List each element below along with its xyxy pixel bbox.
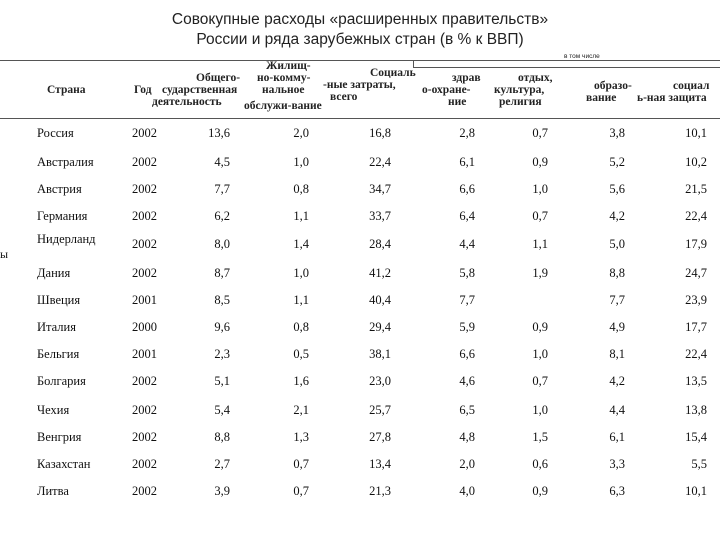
cell-social-total: 34,7 — [369, 182, 391, 196]
header-social-total-l1: Социаль — [370, 67, 416, 79]
cell-education: 6,1 — [609, 430, 625, 444]
cell-housing: 2,1 — [293, 403, 309, 417]
table-row — [0, 484, 720, 504]
cell-culture: 0,6 — [532, 457, 548, 471]
header-health-l2: о-охране- — [422, 84, 471, 96]
cell-education: 5,0 — [609, 237, 625, 251]
cell-housing: 1,4 — [293, 237, 309, 251]
table-row — [0, 209, 720, 229]
cell-year: 2002 — [132, 430, 157, 444]
cell-social-protection: 24,7 — [685, 266, 707, 280]
header-health-l1: здрав — [452, 72, 481, 84]
cell-country: Казахстан — [37, 457, 91, 471]
cell-general: 4,5 — [214, 155, 230, 169]
cell-education: 8,1 — [609, 347, 625, 361]
cell-social-total: 28,4 — [369, 237, 391, 251]
cell-culture: 1,0 — [532, 347, 548, 361]
cell-general: 2,3 — [214, 347, 230, 361]
cell-social-protection: 10,1 — [685, 126, 707, 140]
cell-general: 13,6 — [208, 126, 230, 140]
cell-general: 8,0 — [214, 237, 230, 251]
cell-general: 3,9 — [214, 484, 230, 498]
cell-social-total: 40,4 — [369, 293, 391, 307]
table-top-border — [0, 60, 720, 61]
cell-country: Литва — [37, 484, 69, 498]
cell-social-protection: 23,9 — [685, 293, 707, 307]
cell-housing: 1,0 — [293, 266, 309, 280]
table-row — [0, 126, 720, 146]
header-social-prot-l2: ь-ная защита — [637, 92, 707, 104]
cell-country: Австрия — [37, 182, 82, 196]
cell-education: 5,2 — [609, 155, 625, 169]
table-row — [0, 266, 720, 286]
cell-health: 5,8 — [459, 266, 475, 280]
cell-year: 2002 — [132, 484, 157, 498]
table-row — [0, 232, 720, 262]
cell-year: 2001 — [132, 293, 157, 307]
cell-culture: 0,9 — [532, 484, 548, 498]
cell-housing: 0,8 — [293, 182, 309, 196]
cell-general: 6,2 — [214, 209, 230, 223]
cell-culture: 1,0 — [532, 403, 548, 417]
cell-year: 2002 — [132, 266, 157, 280]
cell-housing: 1,0 — [293, 155, 309, 169]
cell-country: Нидерланд — [37, 232, 96, 246]
cell-country: Бельгия — [37, 347, 80, 361]
header-social-total-l2: -ные затраты, — [323, 79, 396, 91]
cell-culture: 1,9 — [532, 266, 548, 280]
cell-culture: 0,9 — [532, 320, 548, 334]
cell-culture: 0,7 — [532, 209, 548, 223]
title-line-2: России и ряда зарубежных стран (в % к ВВП) — [196, 31, 524, 48]
cell-social-protection: 17,9 — [685, 237, 707, 251]
header-education-l2: вание — [586, 92, 617, 104]
cell-year: 2002 — [132, 209, 157, 223]
header-education-l1: образо- — [594, 80, 632, 92]
cell-year: 2002 — [132, 403, 157, 417]
table-row — [0, 374, 720, 394]
cell-year: 2002 — [132, 155, 157, 169]
cell-education: 7,7 — [609, 293, 625, 307]
cell-year: 2002 — [132, 374, 157, 388]
cell-housing: 0,7 — [293, 457, 309, 471]
header-general-l3: деятельность — [152, 96, 222, 108]
cell-social-protection: 13,5 — [685, 374, 707, 388]
cell-health: 2,8 — [459, 126, 475, 140]
cell-social-total: 21,3 — [369, 484, 391, 498]
header-general-l2: сударственная — [162, 84, 238, 96]
cell-country: Германия — [37, 209, 88, 223]
cell-health: 4,8 — [459, 430, 475, 444]
header-social-total-l3: всего — [330, 91, 358, 103]
cell-housing: 1,1 — [293, 293, 309, 307]
table-row — [0, 182, 720, 202]
cell-health: 7,7 — [459, 293, 475, 307]
cell-health: 6,4 — [459, 209, 475, 223]
cell-education: 3,3 — [609, 457, 625, 471]
cell-social-total: 29,4 — [369, 320, 391, 334]
header-housing-l1: Жилищ- — [266, 60, 311, 72]
cell-year: 2000 — [132, 320, 157, 334]
cell-health: 4,6 — [459, 374, 475, 388]
cell-general: 8,8 — [214, 430, 230, 444]
cell-social-protection: 22,4 — [685, 209, 707, 223]
header-housing-l3: нальное — [262, 84, 305, 96]
table-row — [0, 293, 720, 313]
table-row — [0, 320, 720, 340]
cell-general: 7,7 — [214, 182, 230, 196]
cell-general: 8,5 — [214, 293, 230, 307]
cell-general: 8,7 — [214, 266, 230, 280]
table-row — [0, 430, 720, 450]
cell-education: 4,2 — [609, 374, 625, 388]
cell-health: 6,6 — [459, 347, 475, 361]
cell-health: 4,4 — [459, 237, 475, 251]
cell-health: 6,5 — [459, 403, 475, 417]
cell-social-total: 25,7 — [369, 403, 391, 417]
cell-culture: 0,7 — [532, 126, 548, 140]
header-social-prot-l1: социал — [673, 80, 710, 92]
cell-social-protection: 22,4 — [685, 347, 707, 361]
stray-letter: ы — [0, 247, 9, 261]
table-row — [0, 347, 720, 367]
cell-general: 5,4 — [214, 403, 230, 417]
header-general-l1: Общего- — [196, 72, 241, 84]
header-housing-l4: обслужи-вание — [244, 100, 322, 112]
header-housing-l2: но-комму- — [257, 72, 311, 84]
cell-year: 2002 — [132, 126, 157, 140]
cell-social-total: 13,4 — [369, 457, 391, 471]
cell-culture: 1,0 — [532, 182, 548, 196]
header-culture-l2: культура, — [494, 84, 545, 96]
header-culture-l3: религия — [499, 96, 542, 108]
cell-health: 6,6 — [459, 182, 475, 196]
cell-education: 8,8 — [609, 266, 625, 280]
cell-social-total: 22,4 — [369, 155, 391, 169]
cell-social-protection: 15,4 — [685, 430, 707, 444]
table-row — [0, 457, 720, 477]
cell-culture: 1,1 — [532, 237, 548, 251]
title-line-1: Совокупные расходы «расширенных правительств» — [171, 11, 549, 28]
cell-social-protection: 10,1 — [685, 484, 707, 498]
cell-health: 5,9 — [459, 320, 475, 334]
cell-social-protection: 5,5 — [691, 457, 707, 471]
cell-country: Болгария — [37, 374, 86, 388]
cell-country: Дания — [37, 266, 71, 280]
cell-year: 2002 — [132, 237, 157, 251]
cell-health: 2,0 — [459, 457, 475, 471]
cell-culture: 0,7 — [532, 374, 548, 388]
cell-social-total: 41,2 — [369, 266, 391, 280]
cell-general: 9,6 — [214, 320, 230, 334]
cell-country: Австралия — [37, 155, 94, 169]
cell-social-total: 16,8 — [369, 126, 391, 140]
cell-country: Россия — [37, 126, 74, 140]
cell-education: 4,2 — [609, 209, 625, 223]
cell-social-total: 38,1 — [369, 347, 391, 361]
cell-education: 4,9 — [609, 320, 625, 334]
cell-social-total: 33,7 — [369, 209, 391, 223]
header-bottom-border — [0, 118, 720, 119]
cell-education: 6,3 — [609, 484, 625, 498]
cell-social-protection: 10,2 — [685, 155, 707, 169]
cell-education: 5,6 — [609, 182, 625, 196]
cell-housing: 0,7 — [293, 484, 309, 498]
cell-health: 4,0 — [459, 484, 475, 498]
table-row — [0, 403, 720, 423]
cell-education: 3,8 — [609, 126, 625, 140]
header-year: Год — [134, 84, 152, 96]
cell-culture: 1,5 — [532, 430, 548, 444]
table-row — [0, 155, 720, 175]
header-country: Страна — [47, 84, 86, 96]
cell-culture: 0,9 — [532, 155, 548, 169]
cell-housing: 0,5 — [293, 347, 309, 361]
cell-country: Италия — [37, 320, 76, 334]
cell-education: 4,4 — [609, 403, 625, 417]
cell-year: 2001 — [132, 347, 157, 361]
cell-year: 2002 — [132, 182, 157, 196]
cell-housing: 0,8 — [293, 320, 309, 334]
header-health-l3: ние — [448, 96, 467, 108]
cell-social-protection: 17,7 — [685, 320, 707, 334]
header-culture-l1: отдых, — [518, 72, 553, 84]
cell-social-protection: 21,5 — [685, 182, 707, 196]
cell-social-total: 23,0 — [369, 374, 391, 388]
cell-housing: 1,6 — [293, 374, 309, 388]
cell-health: 6,1 — [459, 155, 475, 169]
cell-housing: 2,0 — [293, 126, 309, 140]
subgroup-border — [413, 67, 720, 68]
cell-social-protection: 13,8 — [685, 403, 707, 417]
cell-general: 2,7 — [214, 457, 230, 471]
cell-country: Чехия — [37, 403, 70, 417]
in-that-number-label: в том числе — [564, 53, 600, 60]
cell-year: 2002 — [132, 457, 157, 471]
cell-general: 5,1 — [214, 374, 230, 388]
cell-social-total: 27,8 — [369, 430, 391, 444]
cell-housing: 1,1 — [293, 209, 309, 223]
cell-country: Венгрия — [37, 430, 82, 444]
cell-country: Швеция — [37, 293, 81, 307]
cell-housing: 1,3 — [293, 430, 309, 444]
